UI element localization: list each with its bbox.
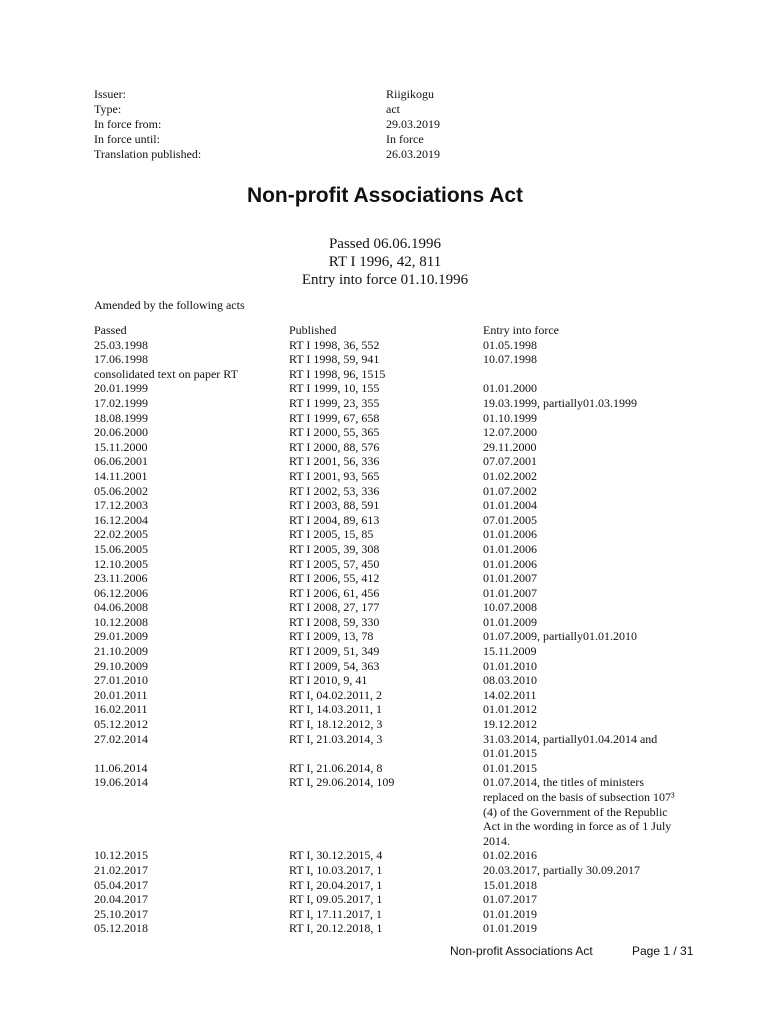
cell-entry-into-force: 01.01.2006	[483, 541, 537, 556]
metadata-value: act	[386, 102, 400, 116]
page-number: Page 1 / 31	[632, 944, 694, 958]
cell-published: RT I 1998, 59, 941	[289, 352, 380, 367]
cell-passed: 05.12.2018	[94, 921, 148, 936]
table-row	[94, 702, 683, 717]
cell-passed: 25.03.1998	[94, 337, 148, 352]
passed-rt-reference: RT I 1996, 42, 811	[328, 254, 442, 270]
cell-passed: 17.12.2003	[94, 498, 148, 513]
cell-passed: 06.12.2006	[94, 585, 148, 600]
cell-published: RT I, 21.03.2014, 3	[289, 731, 383, 746]
cell-passed: 14.11.2001	[94, 468, 148, 483]
cell-passed: 17.02.1999	[94, 395, 148, 410]
cell-published: RT I, 21.06.2014, 8	[289, 760, 383, 775]
table-row	[94, 673, 683, 688]
cell-published: RT I 1998, 96, 1515	[289, 366, 386, 381]
table-row	[94, 600, 683, 615]
table-row	[94, 907, 683, 922]
table-row	[94, 396, 683, 411]
cell-passed: 10.12.2015	[94, 848, 148, 863]
cell-published: RT I 2009, 54, 363	[289, 658, 380, 673]
table-row	[94, 761, 683, 776]
cell-published: RT I, 20.12.2018, 1	[289, 921, 383, 936]
table-row	[94, 878, 683, 893]
cell-entry-into-force: 01.01.2006	[483, 556, 537, 571]
header-published: Published	[289, 323, 337, 337]
cell-entry-into-force: 10.07.2008	[483, 600, 537, 615]
cell-published: RT I, 04.02.2011, 2	[289, 687, 382, 702]
cell-published: RT I, 14.03.2011, 1	[289, 702, 382, 717]
cell-entry-into-force: 14.02.2011	[483, 687, 537, 702]
cell-published: RT I 2000, 55, 365	[289, 425, 380, 440]
table-row	[94, 411, 683, 426]
cell-entry-into-force: 01.07.2017	[483, 892, 537, 907]
cell-published: RT I 2006, 61, 456	[289, 585, 380, 600]
table-row	[94, 615, 683, 630]
table-row	[94, 775, 683, 848]
cell-entry-into-force: 01.02.2002	[483, 468, 537, 483]
table-row	[94, 629, 683, 644]
table-row	[94, 338, 683, 353]
cell-entry-into-force: 19.12.2012	[483, 717, 537, 732]
cell-entry-into-force: 19.03.1999, partially01.03.1999	[483, 395, 637, 410]
cell-entry-into-force: 01.01.2010	[483, 658, 537, 673]
cell-passed: 20.01.1999	[94, 381, 148, 396]
table-row	[94, 863, 683, 878]
cell-passed: 05.06.2002	[94, 483, 148, 498]
cell-published: RT I 1999, 10, 155	[289, 381, 380, 396]
cell-passed: 21.02.2017	[94, 862, 148, 877]
metadata-label: Type:	[94, 102, 122, 116]
cell-published: RT I 2008, 27, 177	[289, 600, 380, 615]
table-header-row	[94, 323, 683, 338]
header-entry-into-force: Entry into force	[483, 323, 559, 337]
cell-entry-into-force: 01.01.2012	[483, 702, 537, 717]
cell-entry-into-force: 01.01.2019	[483, 906, 537, 921]
metadata-value: In force	[386, 132, 424, 146]
cell-published: RT I, 09.05.2017, 1	[289, 892, 383, 907]
table-row	[94, 571, 683, 586]
cell-entry-into-force: 01.01.2019	[483, 921, 537, 936]
cell-passed: 16.12.2004	[94, 512, 148, 527]
table-row	[94, 717, 683, 732]
table-row	[94, 732, 683, 761]
cell-passed: consolidated text on paper RT	[94, 366, 238, 381]
cell-entry-into-force: 07.07.2001	[483, 454, 537, 469]
amendments-table	[94, 323, 683, 936]
cell-passed: 22.02.2005	[94, 527, 148, 542]
cell-entry-into-force: 15.11.2009	[483, 644, 537, 659]
passed-block	[0, 235, 770, 289]
table-row	[94, 498, 683, 513]
header-passed: Passed	[94, 323, 127, 337]
cell-published: RT I 2009, 13, 78	[289, 629, 374, 644]
cell-passed: 20.01.2011	[94, 687, 148, 702]
cell-entry-into-force: 08.03.2010	[483, 673, 537, 688]
metadata-label: Translation published:	[94, 147, 202, 161]
table-row	[94, 352, 683, 367]
footer-title: Non-profit Associations Act	[450, 944, 593, 958]
cell-published: RT I 2001, 93, 565	[289, 468, 380, 483]
cell-passed: 16.02.2011	[94, 702, 148, 717]
cell-entry-into-force: 01.01.2006	[483, 527, 537, 542]
cell-published: RT I 2000, 88, 576	[289, 439, 380, 454]
table-row	[94, 557, 683, 572]
metadata-value: 26.03.2019	[386, 147, 440, 161]
cell-published: RT I 1999, 23, 355	[289, 395, 380, 410]
cell-published: RT I, 20.04.2017, 1	[289, 877, 383, 892]
cell-published: RT I 2010, 9, 41	[289, 673, 368, 688]
table-row	[94, 484, 683, 499]
cell-published: RT I 2004, 89, 613	[289, 512, 380, 527]
cell-entry-into-force: 20.03.2017, partially 30.09.2017	[483, 862, 640, 877]
cell-passed: 05.04.2017	[94, 877, 148, 892]
cell-published: RT I 2003, 88, 591	[289, 498, 380, 513]
metadata-value: Riigikogu	[386, 87, 435, 101]
cell-entry-into-force: 01.01.2004	[483, 498, 537, 513]
table-row	[94, 586, 683, 601]
cell-passed: 20.06.2000	[94, 425, 148, 440]
table-row	[94, 381, 683, 396]
cell-passed: 29.01.2009	[94, 629, 148, 644]
cell-passed: 19.06.2014	[94, 775, 148, 790]
cell-published: RT I 2009, 51, 349	[289, 644, 380, 659]
metadata-label: Issuer:	[94, 87, 126, 101]
cell-passed: 04.06.2008	[94, 600, 148, 615]
table-row	[94, 367, 683, 382]
cell-entry-into-force: 01.02.2016	[483, 848, 537, 863]
cell-passed: 11.06.2014	[94, 760, 148, 775]
cell-passed: 15.06.2005	[94, 541, 148, 556]
table-row	[94, 440, 683, 455]
table-row	[94, 513, 683, 528]
cell-published: RT I 2001, 56, 336	[289, 454, 380, 469]
cell-entry-into-force: 15.01.2018	[483, 877, 537, 892]
cell-passed: 29.10.2009	[94, 658, 148, 673]
cell-entry-into-force: 01.01.2015	[483, 760, 537, 775]
amended-heading: Amended by the following acts	[94, 298, 245, 312]
cell-published: RT I 2006, 55, 412	[289, 571, 380, 586]
cell-published: RT I 2002, 53, 336	[289, 483, 380, 498]
table-row	[94, 469, 683, 484]
cell-passed: 27.01.2010	[94, 673, 148, 688]
cell-entry-into-force: 01.01.2007	[483, 571, 537, 586]
cell-entry-into-force: 01.10.1999	[483, 410, 537, 425]
cell-entry-into-force: 12.07.2000	[483, 425, 537, 440]
table-row	[94, 848, 683, 863]
cell-published: RT I 1999, 67, 658	[289, 410, 380, 425]
cell-entry-into-force: 01.01.2000	[483, 381, 537, 396]
cell-passed: 18.08.1999	[94, 410, 148, 425]
cell-passed: 20.04.2017	[94, 892, 148, 907]
cell-published: RT I, 17.11.2017, 1	[289, 906, 382, 921]
cell-entry-into-force: 31.03.2014, partially01.04.2014 and 01.01.2015	[483, 731, 658, 761]
table-row	[94, 425, 683, 440]
table-row	[94, 921, 683, 936]
table-row	[94, 527, 683, 542]
cell-entry-into-force: 29.11.2000	[483, 439, 537, 454]
cell-published: RT I, 30.12.2015, 4	[289, 848, 383, 863]
table-row	[94, 542, 683, 557]
metadata-label: In force from:	[94, 117, 162, 131]
cell-published: RT I 1998, 36, 552	[289, 337, 380, 352]
cell-entry-into-force	[483, 367, 683, 382]
cell-passed: 23.11.2006	[94, 571, 148, 586]
cell-entry-into-force: 01.07.2009, partially01.01.2010	[483, 629, 637, 644]
metadata-value: 29.03.2019	[386, 117, 440, 131]
metadata-label: In force until:	[94, 132, 160, 146]
table-row	[94, 659, 683, 674]
cell-entry-into-force: 01.07.2002	[483, 483, 537, 498]
cell-entry-into-force: 01.05.1998	[483, 337, 537, 352]
cell-entry-into-force: 01.01.2009	[483, 614, 537, 629]
cell-entry-into-force: 07.01.2005	[483, 512, 537, 527]
cell-passed: 05.12.2012	[94, 717, 148, 732]
cell-entry-into-force: 01.01.2007	[483, 585, 537, 600]
cell-passed: 25.10.2017	[94, 906, 148, 921]
cell-entry-into-force: 10.07.1998	[483, 352, 537, 367]
cell-passed: 17.06.1998	[94, 352, 148, 367]
cell-published: RT I 2005, 39, 308	[289, 541, 380, 556]
cell-published: RT I, 10.03.2017, 1	[289, 862, 383, 877]
cell-passed: 27.02.2014	[94, 731, 148, 746]
cell-published: RT I, 18.12.2012, 3	[289, 717, 383, 732]
table-row	[94, 454, 683, 469]
cell-passed: 06.06.2001	[94, 454, 148, 469]
cell-published: RT I 2008, 59, 330	[289, 614, 380, 629]
cell-published: RT I 2005, 57, 450	[289, 556, 380, 571]
passed-entry-into-force: Entry into force 01.10.1996	[301, 272, 469, 288]
passed-date: Passed 06.06.1996	[328, 236, 442, 252]
cell-entry-into-force: 01.07.2014, the titles of ministers replaced on the basis of subsection 107³ (4) of the Government of the Republic Act in the wording in force as of 1 July 2014.	[483, 775, 675, 848]
document-title: Non-profit Associations Act	[246, 184, 524, 207]
cell-published: RT I 2005, 15, 85	[289, 527, 374, 542]
cell-passed: 10.12.2008	[94, 614, 148, 629]
table-row	[94, 688, 683, 703]
cell-passed: 15.11.2000	[94, 439, 148, 454]
cell-passed: 21.10.2009	[94, 644, 148, 659]
cell-passed: 12.10.2005	[94, 556, 148, 571]
cell-published: RT I, 29.06.2014, 109	[289, 775, 395, 790]
table-row	[94, 892, 683, 907]
table-row	[94, 644, 683, 659]
